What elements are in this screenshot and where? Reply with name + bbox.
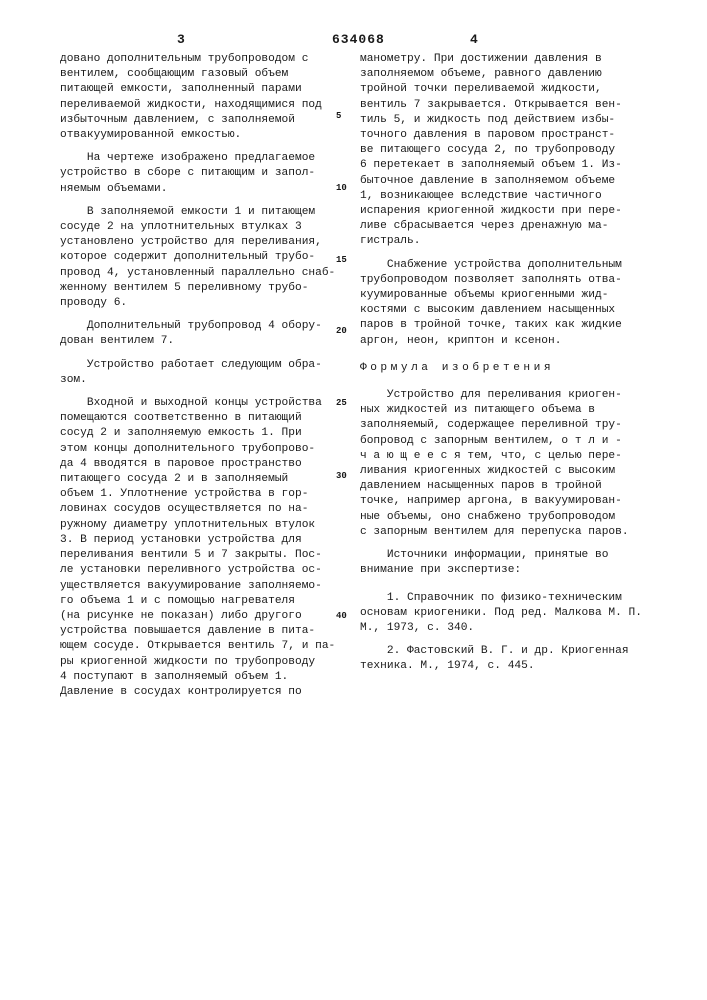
line-number: 25 [336, 398, 347, 408]
paragraph: Снабжение устройства дополнительным трубопроводом позволяет заполнять отва- куумированные объемы криогенными жид- костями с высоким давлением насыщенных паров в тройной точке, таких как жидкие аргон, неон, криптон и ксенон. [360, 258, 630, 349]
source-item: 2. Фастовский В. Г. и др. Криогенная техника. М., 1974, с. 445. [360, 644, 630, 674]
paragraph: манометру. При достижении давления в заполняемом объеме, равного давлению тройной точки переливаемой жидкости, вентиль 7 закрывается. Открывается вен- тиль 5, и жидкость под действием избы- точного давления в паровом пространст- ве питающего сосуда 2, по трубопроводу 6 перетекает в заполняемый объем 1. Из- быточное давление в заполняемом объеме 1, возникающее вследствие частичного испарения криогенной жидкости при пере- ливе сбрасывается через дренажную ма- гистраль. [360, 52, 630, 250]
page-number-left: 3 [177, 32, 185, 47]
line-number: 5 [336, 111, 341, 121]
left-column [60, 52, 322, 700]
paragraph: Устройство работает следующим обра- зом. [60, 358, 322, 388]
line-number: 30 [336, 471, 347, 481]
source-item: 1. Справочник по физико-техническим основам криогеники. Под ред. Малкова М. П. М., 1973, с. 340. [360, 591, 630, 637]
paragraph: довано дополнительным трубопроводом с вентилем, сообщающим газовый объем питающей емкости, заполненный парами переливаемой жидкости, находящимися под избыточным давлением, с заполняемой отвакуумированной емкостью. [60, 52, 322, 143]
patent-number: 634068 [332, 32, 385, 47]
line-number: 40 [336, 611, 347, 621]
formula-title: Формула изобретения [360, 361, 630, 376]
paragraph: Входной и выходной концы устройства помещаются соответственно в питающий сосуд 2 и заполняемую емкость 1. При этом концы дополнительного трубопрово- да 4 вводятся в паровое пространство питающего сосуда 2 и в заполняемый объем 1. Уплотнение устройства в гор- ловинах сосудов осуществляется по на- ружному диаметру уплотнительных втулок 3. В период установки устройства для переливания вентили 5 и 7 закрыты. Пос- ле установки переливного устройства ос- уществляется вакуумирование заполняемо- го объема 1 и с помощью нагревателя (на рисунке не показан) либо другого устройства повышается давление в пита- ющем сосуде. Открывается вентиль 7, и па- ры криогенной жидкости по трубопроводу 4 поступают в заполняемый объем 1. Давление в сосудах контролируется по [60, 396, 322, 700]
paragraph: На чертеже изображено предлагаемое устройство в сборе с питающим и запол- няемым объемами. [60, 151, 322, 197]
line-number: 20 [336, 326, 347, 336]
sources-title: Источники информации, принятые во внимание при экспертизе: [360, 548, 630, 578]
formula-text: Устройство для переливания криоген- ных жидкостей из питающего объема в заполняемый, содержащее переливной тру- бопровод с запорным вентилем, о т л и - ч а ю щ е е с я тем, что, с целью пере- ливания криогенных жидкостей с высоким давлением насыщенных паров в тройной точке, например аргона, в вакуумирован- ные объемы, оно снабжено трубопроводом с запорным вентилем для перепуска паров. [360, 388, 630, 540]
paragraph: В заполняемой емкости 1 и питающем сосуде 2 на уплотнительных втулках 3 установлено устройство для переливания, которое содержит дополнительный трубо- провод 4, установленный параллельно снаб- женному вентилем 5 переливному трубо- проводу 6. [60, 205, 322, 311]
line-number: 15 [336, 255, 347, 265]
page-number-right: 4 [470, 32, 478, 47]
right-column [360, 52, 630, 675]
line-number: 10 [336, 183, 347, 193]
paragraph: Дополнительный трубопровод 4 обору- дован вентилем 7. [60, 319, 322, 349]
